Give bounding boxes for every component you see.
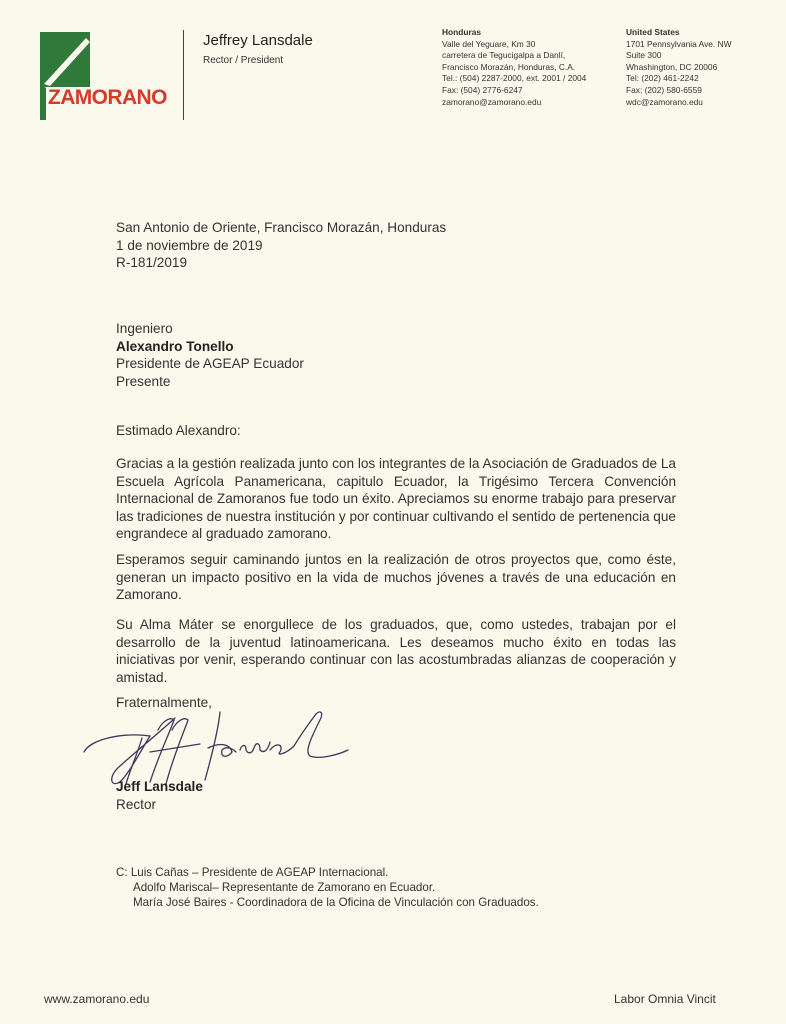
address-line: Francisco Morazán, Honduras, C.A.: [442, 61, 576, 72]
address-united-states: [626, 27, 732, 108]
recipient-name: Alexandro Tonello: [116, 338, 234, 354]
cc-line: Adolfo Mariscal– Representante de Zamorano en Ecuador.: [133, 881, 436, 895]
address-line: 1701 Pennsylvania Ave. NW: [626, 38, 732, 49]
letter-reference: R-181/2019: [116, 255, 188, 270]
address-honduras: [442, 27, 586, 108]
recipient-position: Presidente de AGEAP Ecuador: [116, 356, 304, 371]
logo-green-block: [40, 32, 90, 87]
address-line: Fax: (504) 2776-6247: [442, 84, 523, 95]
address-line: Suite 300: [626, 50, 662, 61]
recipient-closing: Presente: [116, 373, 171, 389]
address-line: Tel.: (504) 2287-2000, ext. 2001 / 2004: [442, 73, 587, 84]
address-line: carretera de Tegucigalpa a Danlí,: [442, 50, 566, 61]
cc-line: C: Luis Cañas – Presidente de AGEAP Internacional.: [116, 866, 389, 879]
signer-title: Rector: [116, 796, 157, 812]
paragraph: Esperamos seguir caminando juntos en la realización de otros proyectos que, como éste, generan un impacto positivo en la vida de muchos jóvenes a través de una educación en Zamorano.: [116, 552, 676, 602]
paragraph: Gracias a la gestión realizada junto con los integrantes de la Asociación de Graduados de La Escuela Agrícola Panamericana, capitulo Ecuador, la Trigésimo Tercera Convención Internacional de Zamoranos fue todo un éxito. Apreciamos su enorme trabajo para preservar las tradiciones de nuestra institución y por continuar cultivando el sentido de pertenencia que engrandece al graduado zamorano.: [116, 456, 676, 541]
address-line: Tel: (202) 461-2242: [626, 73, 699, 84]
address-line: Fax: (202) 580-6559: [626, 84, 702, 95]
address-us-heading: United States: [626, 27, 680, 37]
address-honduras-heading: Honduras: [442, 27, 482, 37]
letter-date: 1 de noviembre de 2019: [116, 237, 263, 253]
closing: Fraternalmente,: [116, 695, 212, 710]
recipient-block: [116, 320, 304, 390]
letter-place: San Antonio de Oriente, Francisco Morazán, Honduras: [116, 220, 447, 235]
address-email[interactable]: zamorano@zamorano.edu: [442, 96, 542, 107]
handwritten-signature: [80, 692, 350, 792]
logo-stem-icon: [40, 84, 46, 120]
address-line: Valle del Yeguare, Km 30: [442, 38, 536, 49]
footer-website[interactable]: www.zamorano.edu: [44, 992, 150, 1006]
header-title: Rector / President: [203, 55, 284, 66]
header-divider: [183, 30, 184, 120]
address-email[interactable]: wdc@zamorano.edu: [626, 96, 703, 107]
footer-motto: Labor Omnia Vincit: [614, 992, 716, 1006]
address-line: Whashington, DC 20006: [626, 61, 718, 72]
signer-name: Jeff Lansdale: [116, 779, 203, 794]
carbon-copy-list: [116, 865, 539, 911]
paragraph: Su Alma Máter se enorgullece de los graduados, que, como ustedes, trabajan por el desarrollo de la juventud latinoamericana. Les deseamos mucho éxito en todas las iniciativas por venir, esperando continuar con las acostumbradas alianzas de cooperación y amistad.: [116, 617, 676, 685]
recipient-honorific: Ingeniero: [116, 321, 173, 336]
signer-block: [116, 778, 203, 813]
logo-wordmark: ZAMORANO: [48, 86, 167, 109]
salutation: Estimado Alexandro:: [116, 423, 241, 438]
header-name: Jeffrey Lansdale: [203, 32, 313, 49]
letter-place-date: [116, 219, 446, 272]
cc-line: María José Baires - Coordinadora de la Oficina de Vinculación con Graduados.: [133, 896, 539, 910]
